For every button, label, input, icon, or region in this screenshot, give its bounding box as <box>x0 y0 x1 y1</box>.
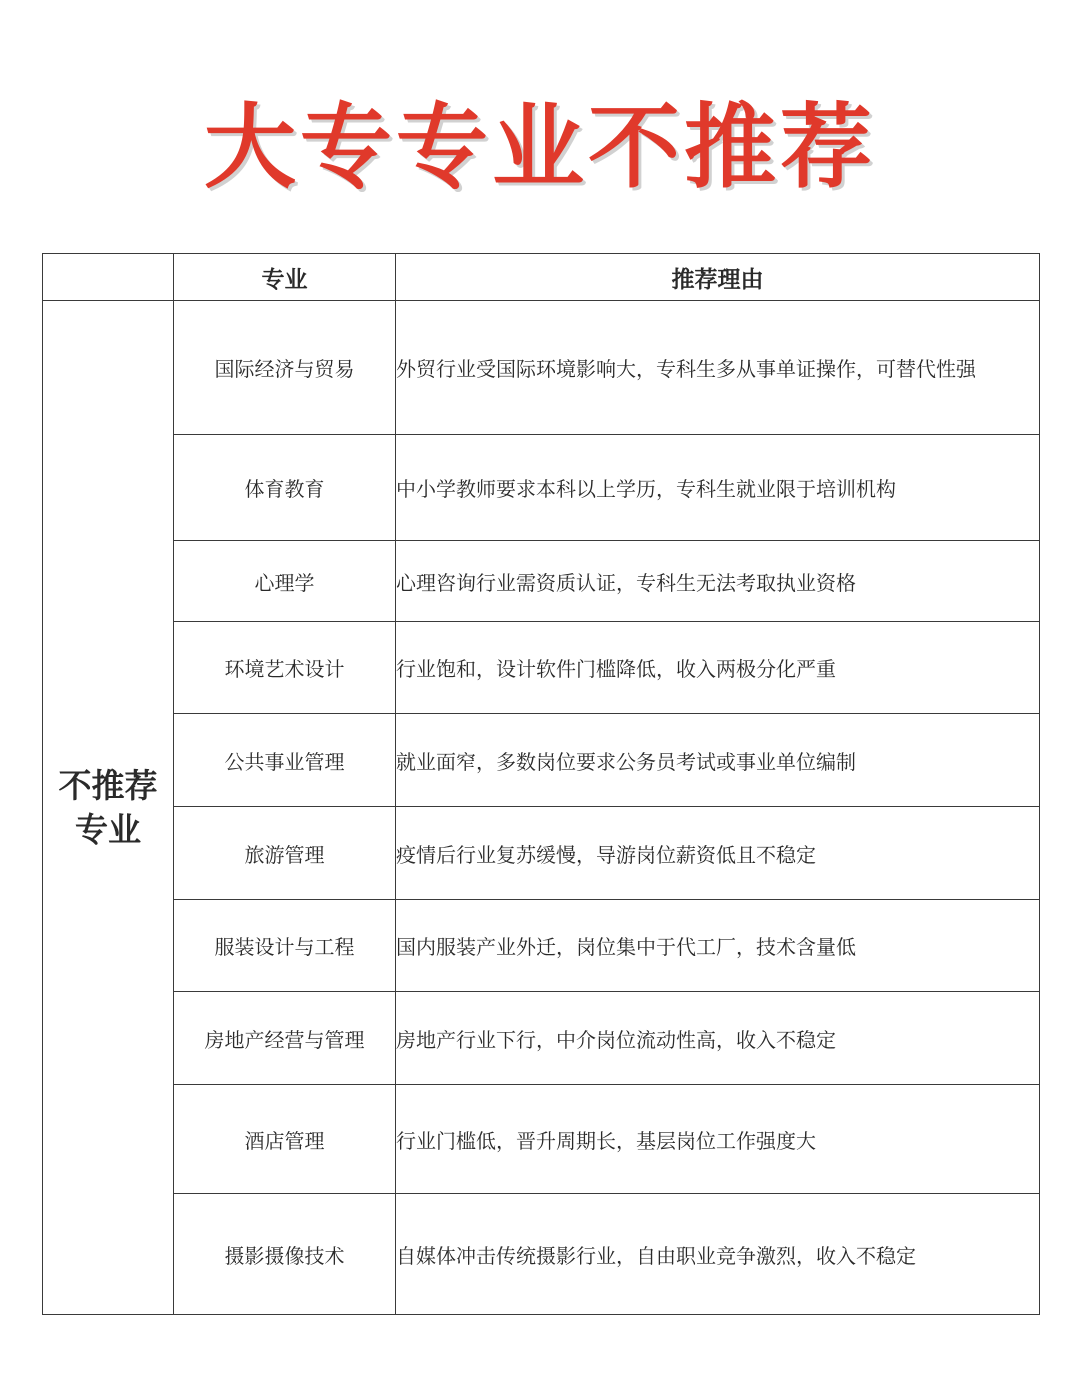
major-cell: 酒店管理 <box>174 1085 396 1194</box>
majors-table <box>42 253 1040 1315</box>
header-reason: 推荐理由 <box>396 254 1040 301</box>
table-row <box>43 541 1040 622</box>
major-cell: 环境艺术设计 <box>174 622 396 714</box>
header-major: 专业 <box>174 254 396 301</box>
table-header-row <box>43 254 1040 301</box>
major-cell: 国际经济与贸易 <box>174 301 396 435</box>
major-cell: 房地产经营与管理 <box>174 992 396 1085</box>
page-title: 大专专业不推荐 <box>203 94 876 201</box>
reason-cell: 行业门槛低，晋升周期长，基层岗位工作强度大 <box>396 1085 1040 1194</box>
table-row <box>43 1194 1040 1315</box>
header-category <box>43 254 174 301</box>
major-cell: 旅游管理 <box>174 807 396 900</box>
major-cell: 摄影摄像技术 <box>174 1194 396 1315</box>
reason-cell: 外贸行业受国际环境影响大，专科生多从事单证操作，可替代性强 <box>396 301 1040 435</box>
table-row <box>43 992 1040 1085</box>
table-row <box>43 807 1040 900</box>
reason-cell: 房地产行业下行，中介岗位流动性高，收入不稳定 <box>396 992 1040 1085</box>
reason-cell: 中小学教师要求本科以上学历，专科生就业限于培训机构 <box>396 435 1040 541</box>
table-row <box>43 900 1040 992</box>
category-label-line2: 专业 <box>75 809 141 849</box>
reason-cell: 行业饱和，设计软件门槛降低，收入两极分化严重 <box>396 622 1040 714</box>
major-cell: 体育教育 <box>174 435 396 541</box>
table-row <box>43 714 1040 807</box>
reason-cell: 疫情后行业复苏缓慢，导游岗位薪资低且不稳定 <box>396 807 1040 900</box>
table-row <box>43 301 1040 435</box>
reason-cell: 自媒体冲击传统摄影行业，自由职业竞争激烈，收入不稳定 <box>396 1194 1040 1315</box>
reason-cell: 心理咨询行业需资质认证，专科生无法考取执业资格 <box>396 541 1040 622</box>
table-row <box>43 435 1040 541</box>
reason-cell: 国内服装产业外迁，岗位集中于代工厂，技术含量低 <box>396 900 1040 992</box>
reason-cell: 就业面窄，多数岗位要求公务员考试或事业单位编制 <box>396 714 1040 807</box>
table-row <box>43 622 1040 714</box>
table-row <box>43 1085 1040 1194</box>
major-cell: 服装设计与工程 <box>174 900 396 992</box>
major-cell: 心理学 <box>174 541 396 622</box>
category-cell <box>43 301 174 1315</box>
category-label-line1: 不推荐 <box>58 765 158 805</box>
major-cell: 公共事业管理 <box>174 714 396 807</box>
